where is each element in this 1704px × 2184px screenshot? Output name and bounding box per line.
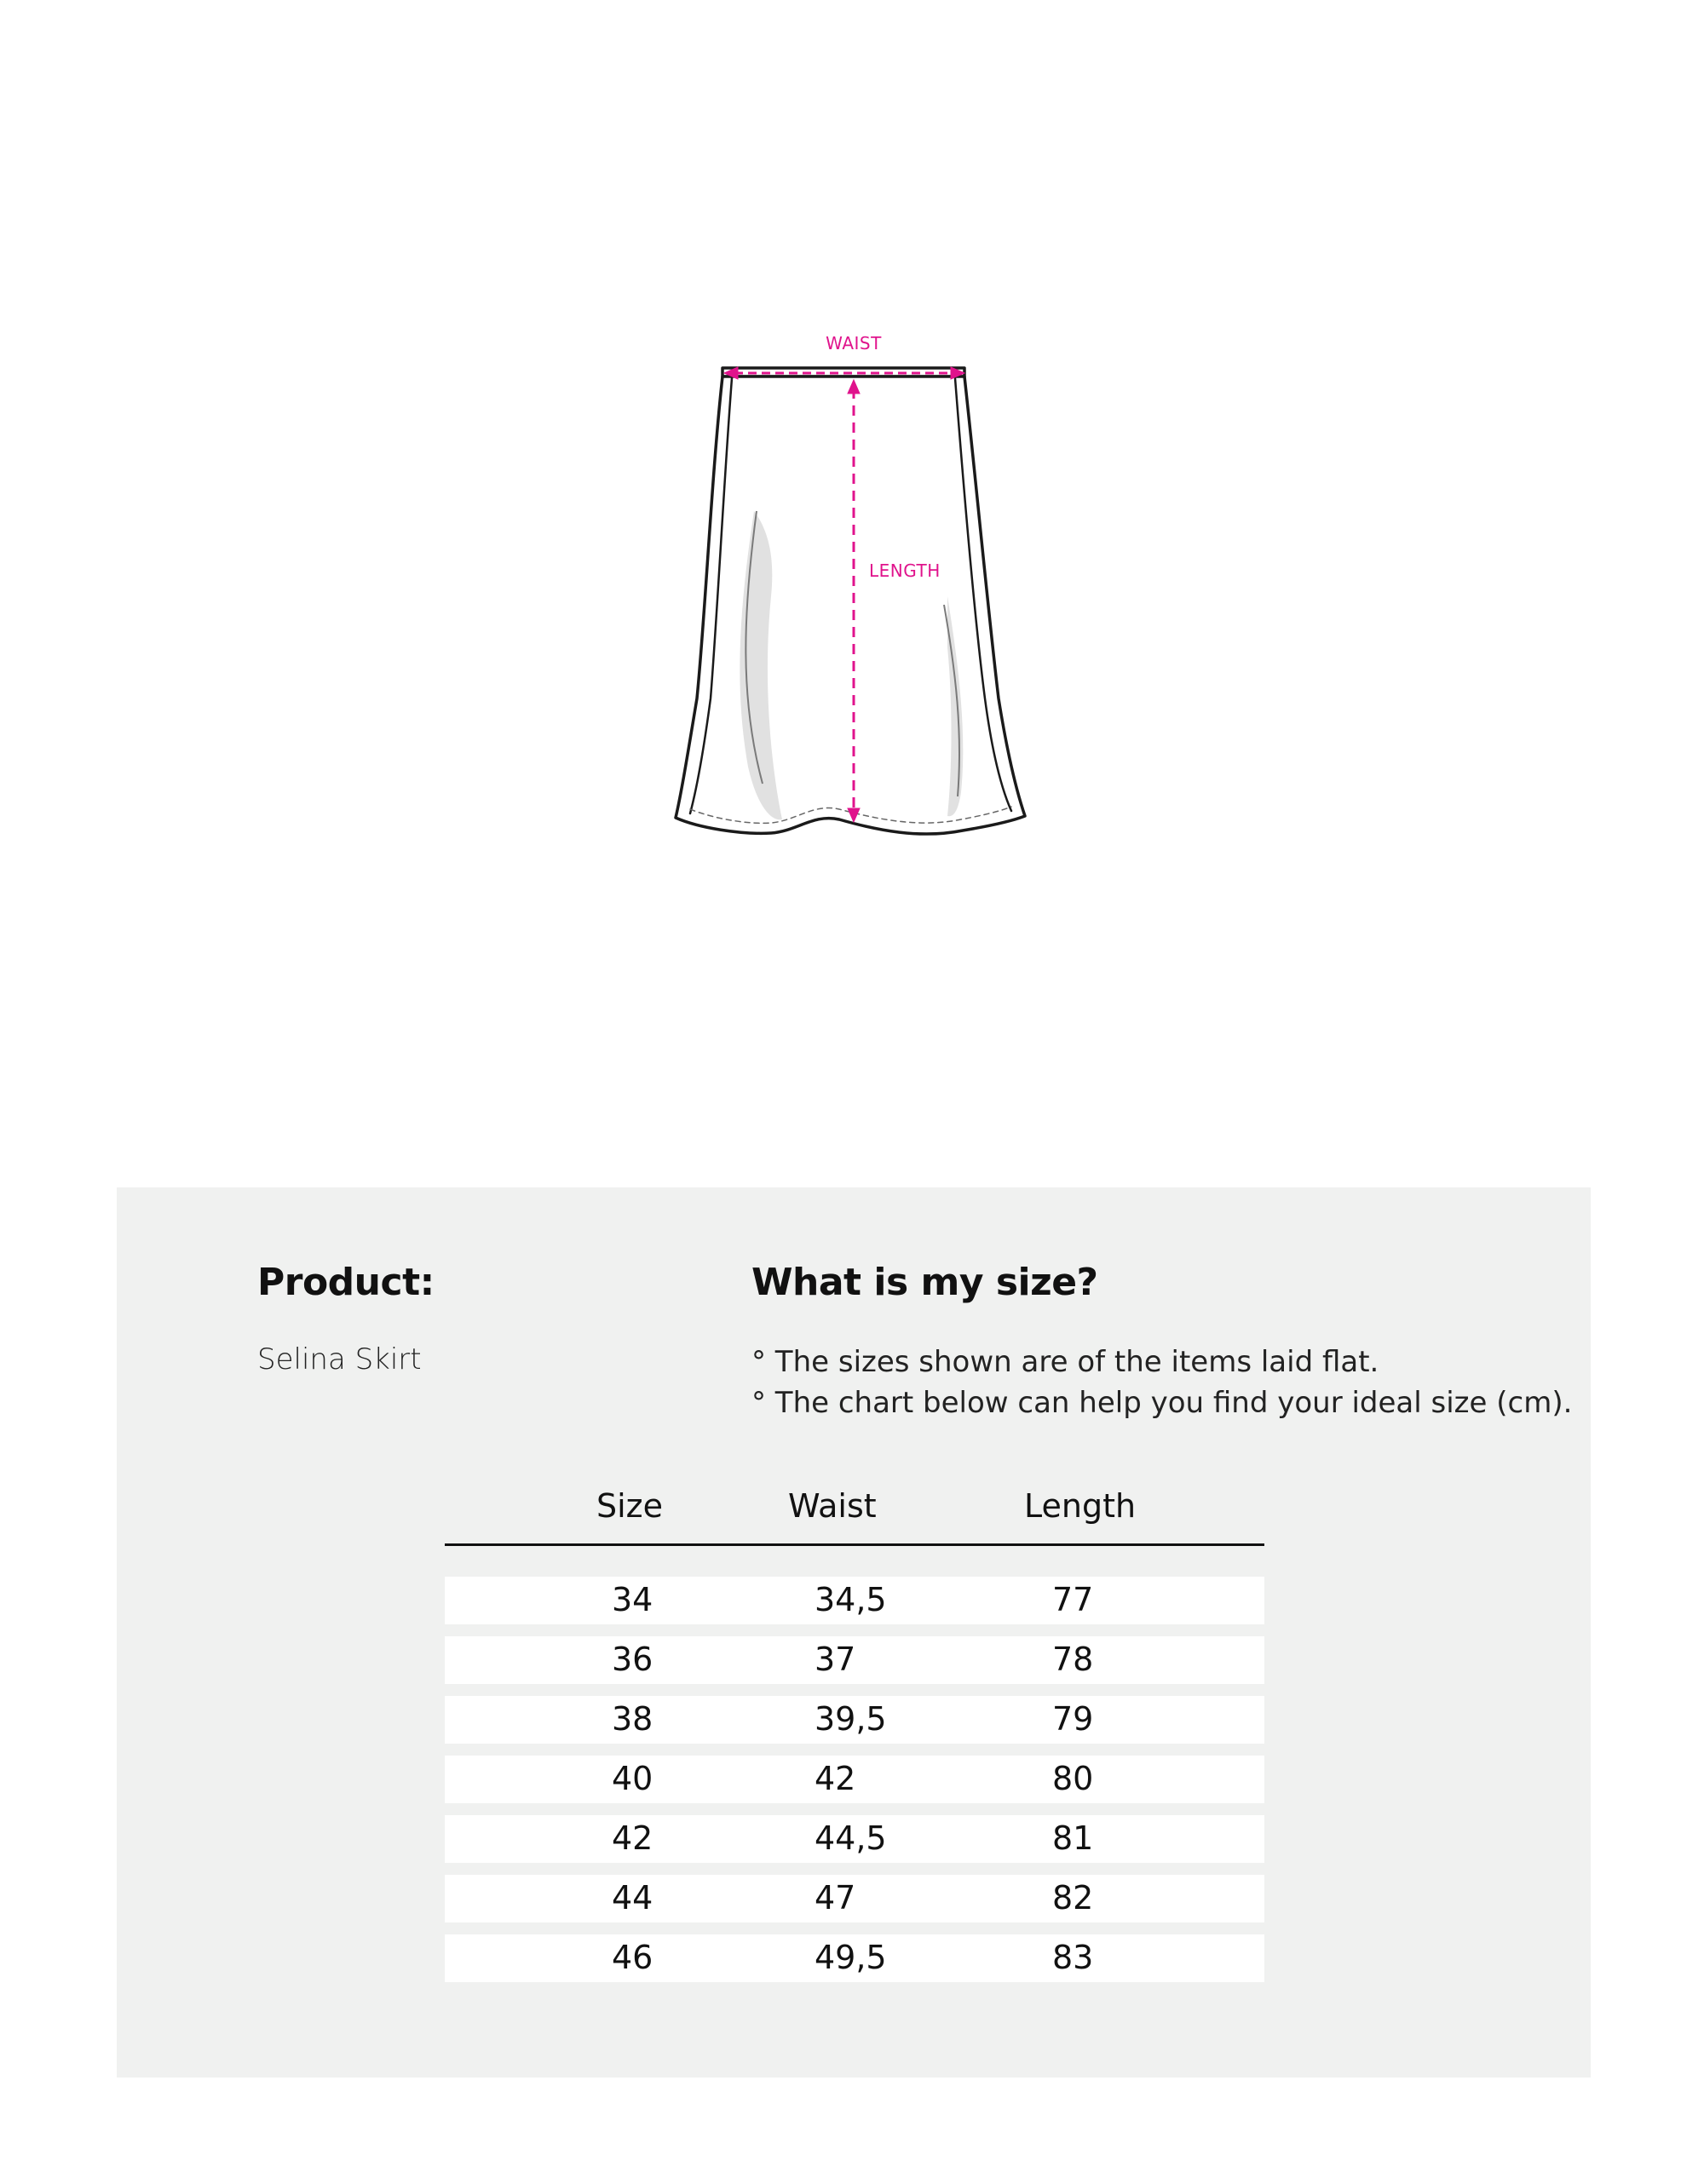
table-row xyxy=(445,1934,1264,1982)
cell-waist: 37 xyxy=(815,1641,856,1678)
product-name: Selina Skirt xyxy=(257,1342,422,1376)
cell-length: 78 xyxy=(1052,1641,1094,1678)
cell-size: 38 xyxy=(612,1700,653,1738)
length-label: LENGTH xyxy=(869,560,941,581)
cell-waist: 42 xyxy=(815,1760,856,1797)
size-note: ° The chart below can help you find your ideal size (cm). xyxy=(751,1386,1573,1420)
cell-size: 34 xyxy=(612,1581,653,1618)
waist-label: WAIST xyxy=(826,333,882,353)
size-table xyxy=(445,1477,1264,1994)
size-notes xyxy=(751,1342,1572,1423)
cell-size: 46 xyxy=(612,1939,653,1976)
cell-size: 42 xyxy=(612,1819,653,1857)
table-row xyxy=(445,1756,1264,1803)
cell-waist: 39,5 xyxy=(815,1700,887,1738)
table-row xyxy=(445,1577,1264,1624)
product-heading: Product: xyxy=(257,1261,435,1304)
cell-size: 44 xyxy=(612,1879,653,1917)
cell-length: 79 xyxy=(1052,1700,1094,1738)
skirt-illustration xyxy=(0,0,1704,1022)
table-row xyxy=(445,1696,1264,1744)
header-size: Size xyxy=(596,1487,664,1525)
cell-length: 77 xyxy=(1052,1581,1094,1618)
cell-length: 80 xyxy=(1052,1760,1094,1797)
table-row xyxy=(445,1636,1264,1684)
size-heading: What is my size? xyxy=(751,1261,1098,1304)
size-note: ° The sizes shown are of the items laid flat. xyxy=(751,1345,1379,1379)
table-row xyxy=(445,1815,1264,1863)
cell-length: 83 xyxy=(1052,1939,1094,1976)
size-table-header xyxy=(445,1477,1264,1546)
cell-length: 81 xyxy=(1052,1819,1094,1857)
cell-waist: 44,5 xyxy=(815,1819,887,1857)
cell-waist: 49,5 xyxy=(815,1939,887,1976)
table-row xyxy=(445,1875,1264,1922)
size-table-body xyxy=(445,1577,1264,1982)
header-length: Length xyxy=(1024,1487,1137,1525)
cell-waist: 47 xyxy=(815,1879,856,1917)
cell-size: 40 xyxy=(612,1760,653,1797)
cell-waist: 34,5 xyxy=(815,1581,887,1618)
skirt-outline xyxy=(676,368,1025,834)
size-guide-panel xyxy=(117,1187,1591,2078)
header-waist: Waist xyxy=(788,1487,877,1525)
cell-length: 82 xyxy=(1052,1879,1094,1917)
cell-size: 36 xyxy=(612,1641,653,1678)
